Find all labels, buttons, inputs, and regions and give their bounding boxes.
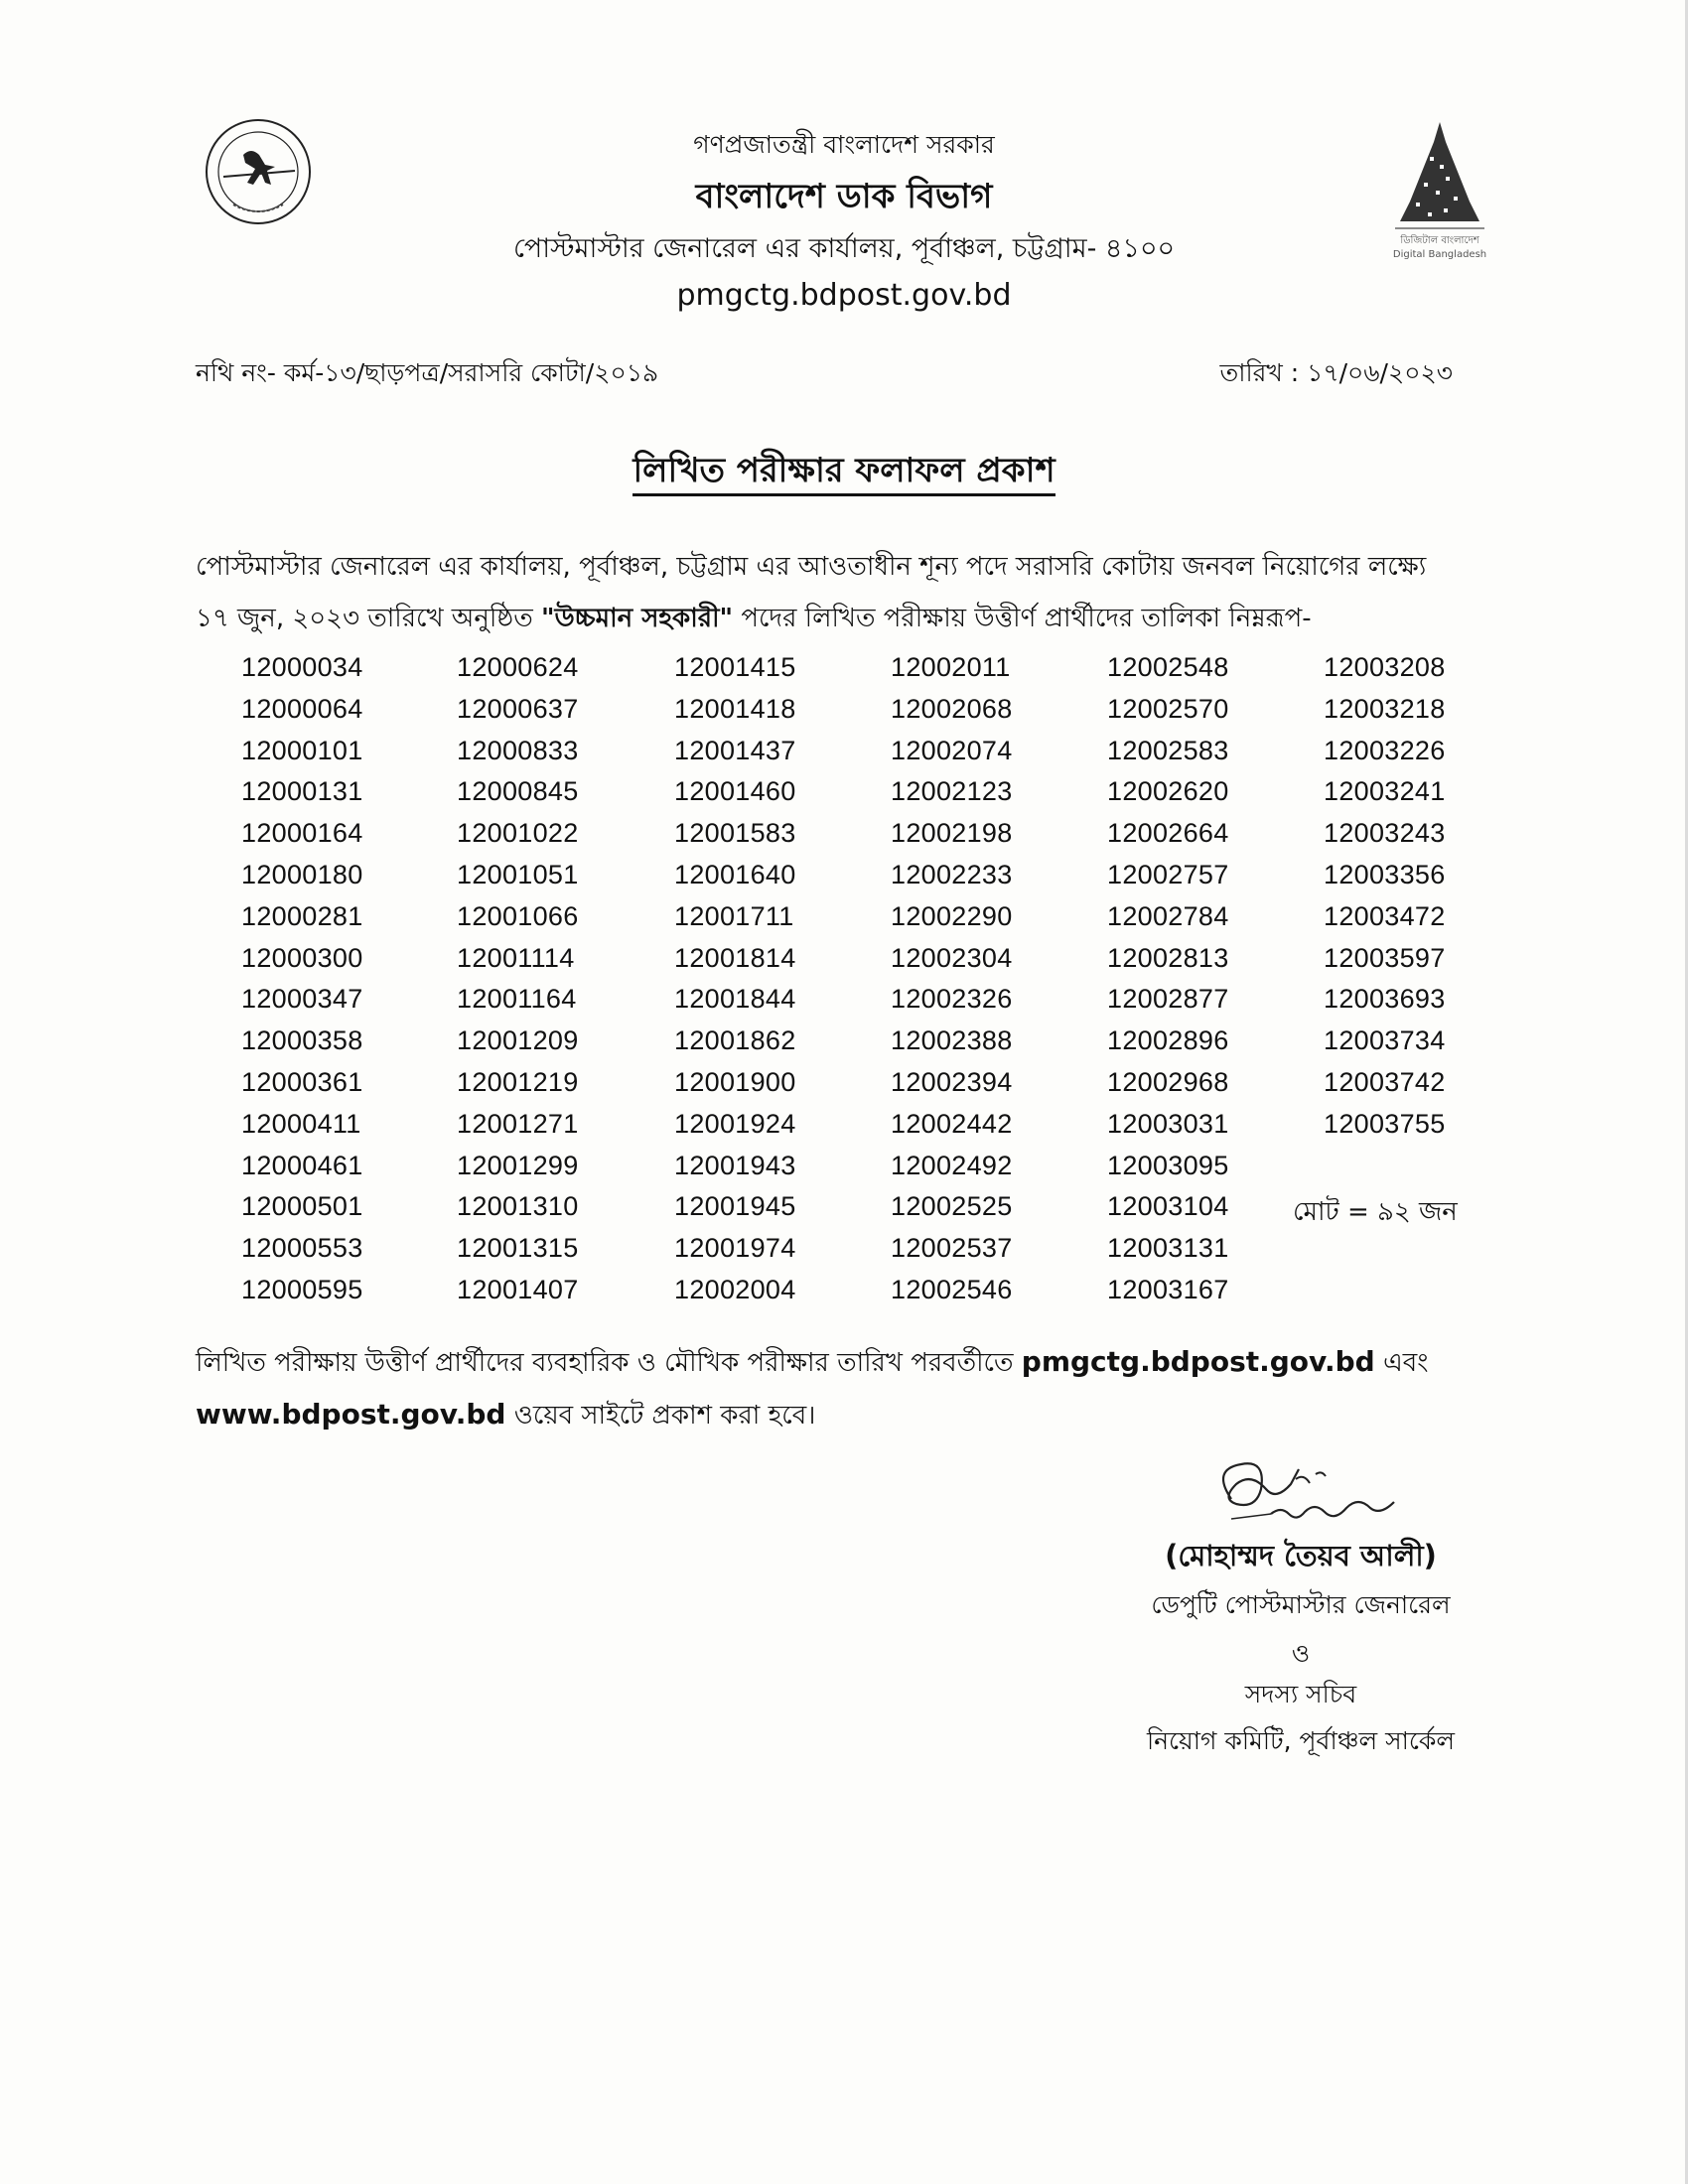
office-address: পোস্টমাস্টার জেনারেল এর কার্যালয়, পূর্বাঞ্চল, চট্টগ্রাম- ৪১০০ [512,233,1176,264]
roll-number: 12002290 [891,901,1013,931]
roll-number: 12002570 [1107,694,1229,724]
roll-number: 12001844 [674,984,796,1014]
roll-number: 12002388 [891,1025,1013,1055]
roll-number: 12002757 [1107,860,1229,889]
handwritten-signature [1201,1444,1430,1529]
roll-number: 12002537 [891,1233,1013,1263]
roll-number: 12001315 [457,1233,579,1263]
roll-number: 12000281 [241,901,363,931]
roll-number: 12003208 [1324,652,1446,682]
roll-number: 12001900 [674,1067,796,1097]
roll-number: 12000595 [241,1275,363,1304]
roll-number: 12002004 [674,1275,796,1304]
roll-number: 12003095 [1107,1151,1229,1180]
outro-paragraph [196,1336,1496,1441]
outro-end-text: ওয়েব সাইটে প্রকাশ করা হবে। [505,1401,816,1431]
government-name: গণপ্রজাতন্ত্রী বাংলাদেশ সরকার [693,130,995,159]
roll-number: 12002525 [891,1191,1013,1221]
roll-number: 12002968 [1107,1067,1229,1097]
roll-number: 12001945 [674,1191,796,1221]
roll-number: 12003218 [1324,694,1446,724]
roll-number: 12001460 [674,776,796,806]
roll-number: 12000624 [457,652,579,682]
roll-number: 12002784 [1107,901,1229,931]
roll-number: 12000300 [241,943,363,973]
signer-name: (মোহাম্মদ তৈয়ব আলী) [1165,1539,1437,1572]
roll-number: 12003167 [1107,1275,1229,1304]
roll-number: 12003742 [1324,1067,1446,1097]
roll-number: 12000461 [241,1151,363,1180]
roll-number: 12003031 [1107,1109,1229,1139]
roll-number: 12001051 [457,860,579,889]
roll-number: 12003755 [1324,1109,1446,1139]
roll-number: 12002326 [891,984,1013,1014]
roll-number: 12002548 [1107,652,1229,682]
roll-number: 12003243 [1324,818,1446,848]
roll-number: 12002442 [891,1109,1013,1139]
memo-date: তারিখ : ১৭/০৬/২০২৩ [1219,358,1453,387]
roll-number: 12001407 [457,1275,579,1304]
intro-rest-text: পদের লিখিত পরীক্ষায় উত্তীর্ণ প্রার্থীদের তালিকা নিম্নরূপ- [733,604,1312,633]
roll-number: 12001310 [457,1191,579,1221]
outro-and-text: এবং [1374,1348,1429,1378]
roll-number: 12002546 [891,1275,1013,1304]
intro-date-text: ১৭ জুন, ২০২৩ তারিখে অনুষ্ঠিত [196,604,541,633]
total-count: মোট = ৯২ জন [1293,1197,1458,1227]
svg-text:Digital Bangladesh: Digital Bangladesh [1392,249,1487,260]
roll-number: 12002304 [891,943,1013,973]
roll-number: 12000131 [241,776,363,806]
roll-number: 12000347 [241,984,363,1014]
roll-number: 12002896 [1107,1025,1229,1055]
signer-role: সদস্য সচিব [1244,1680,1357,1708]
roll-number: 12001271 [457,1109,579,1139]
document-title-text: লিখিত পরীক্ষার ফলাফল প্রকাশ [633,451,1055,496]
roll-number: 12000101 [241,736,363,765]
roll-number: 12001924 [674,1109,796,1139]
roll-number: 12002068 [891,694,1013,724]
roll-number: 12000845 [457,776,579,806]
roll-number: 12002233 [891,860,1013,889]
roll-number: 12002074 [891,736,1013,765]
roll-number: 12003241 [1324,776,1446,806]
memo-number: নথি নং- কর্ম-১৩/ছাড়পত্র/সরাসরি কোটা/২০১৯ [196,358,659,387]
roll-number: 12001862 [674,1025,796,1055]
roll-number: 12002123 [891,776,1013,806]
roll-number: 12002198 [891,818,1013,848]
roll-number: 12000833 [457,736,579,765]
roll-number: 12001066 [457,901,579,931]
roll-number: 12000064 [241,694,363,724]
roll-number: 12003226 [1324,736,1446,765]
website-link-bdpost[interactable]: www.bdpost.gov.bd [196,1398,506,1431]
roll-number: 12000637 [457,694,579,724]
roll-number: 12001711 [674,901,794,931]
roll-number: 12001415 [674,652,796,682]
roll-number: 12000361 [241,1067,363,1097]
signer-conjunction: ও [1291,1639,1311,1668]
roll-number: 12002877 [1107,984,1229,1014]
roll-number: 12002813 [1107,943,1229,973]
roll-number: 12001164 [457,984,577,1014]
roll-number: 12001022 [457,818,579,848]
roll-number: 12001943 [674,1151,796,1180]
roll-number: 12003104 [1107,1191,1229,1221]
post-name: "উচ্চমান সহকারী" [541,604,734,633]
roll-number: 12001114 [457,943,575,973]
roll-number: 12001437 [674,736,796,765]
roll-number: 12001418 [674,694,796,724]
signer-title: ডেপুটি পোস্টমাস্টার জেনারেল [1151,1590,1451,1619]
signer-committee: নিয়োগ কমিটি, পূর্বাঞ্চল সার্কেল [1146,1726,1456,1755]
roll-number: 12000553 [241,1233,363,1263]
outro-text: লিখিত পরীক্ষায় উত্তীর্ণ প্রার্থীদের ব্যবহারিক ও মৌখিক পরীক্ষার তারিখ পরবর্তীতে [196,1348,1022,1378]
office-website: pmgctg.bdpost.gov.bd [676,278,1012,313]
roll-number: 12001209 [457,1025,579,1055]
website-link-pmgctg[interactable]: pmgctg.bdpost.gov.bd [1021,1345,1375,1378]
roll-number: 12002011 [891,652,1011,682]
roll-number: 12001583 [674,818,796,848]
roll-number: 12001640 [674,860,796,889]
roll-number: 12000164 [241,818,363,848]
roll-number: 12002394 [891,1067,1013,1097]
roll-number: 12002620 [1107,776,1229,806]
roll-number: 12002583 [1107,736,1229,765]
intro-line-1: পোস্টমাস্টার জেনারেল এর কার্যালয়, পূর্বাঞ্চল, চট্টগ্রাম এর আওতাধীন শূন্য পদে সরাসরি কোটায় জনবল নিয়োগের লক্ষ্যে [196,552,1427,582]
roll-number: 12000034 [241,652,363,682]
roll-number: 12003597 [1324,943,1446,973]
roll-number: 12003734 [1324,1025,1446,1055]
roll-number: 12003131 [1107,1233,1229,1263]
roll-number: 12001814 [674,943,796,973]
roll-number: 12001299 [457,1151,579,1180]
roll-number: 12000411 [241,1109,361,1139]
roll-number: 12002664 [1107,818,1229,848]
department-name: বাংলাদেশ ডাক বিভাগ [695,177,993,216]
roll-number: 12003693 [1324,984,1446,1014]
roll-number: 12000180 [241,860,363,889]
svg-text:ডিজিটাল বাংলাদেশ: ডিজিটাল বাংলাদেশ [1400,235,1479,246]
roll-number: 12000501 [241,1191,363,1221]
roll-number: 12003472 [1324,901,1446,931]
roll-number: 12002492 [891,1151,1013,1180]
roll-number: 12003356 [1324,860,1446,889]
roll-number: 12001219 [457,1067,579,1097]
roll-number: 12000358 [241,1025,363,1055]
roll-number: 12001974 [674,1233,796,1263]
